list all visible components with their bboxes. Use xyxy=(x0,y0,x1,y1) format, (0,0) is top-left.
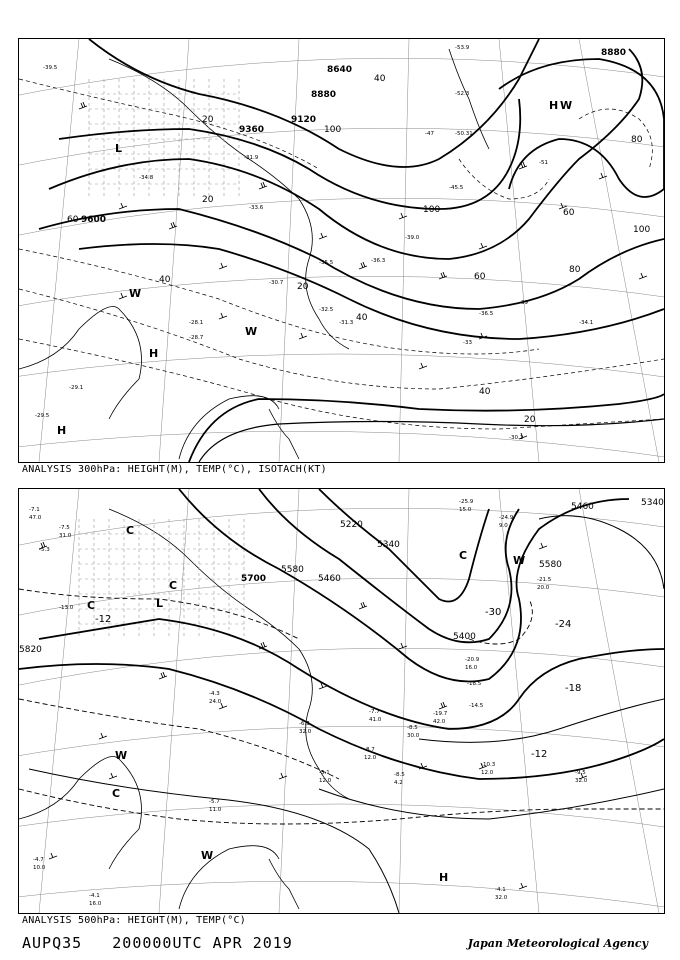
caption-300hpa: ANALYSIS 300hPa: HEIGHT(M), TEMP(°C), ISOTACH(KT) xyxy=(22,464,327,475)
isotach-label: 100 xyxy=(423,205,441,215)
station-value: 12.0 xyxy=(481,770,494,776)
isotherm-label: -30 xyxy=(485,607,502,618)
station-temp: -28.7 xyxy=(189,335,204,341)
warm-center-marker: W xyxy=(560,99,573,112)
height-label: 5340 xyxy=(641,498,664,508)
station-value: 41.0 xyxy=(369,717,382,723)
station-temp: -45.5 xyxy=(449,185,464,191)
station-value: -5.7 xyxy=(209,799,220,805)
station-value: 30.0 xyxy=(407,733,420,739)
chart-id-line xyxy=(22,934,293,952)
station-value: 47.0 xyxy=(29,515,42,521)
station-temp: -34.8 xyxy=(139,175,154,181)
station-temp: -30.1 xyxy=(509,435,524,441)
height-label: 5580 xyxy=(539,560,562,570)
station-value: -24.9 xyxy=(499,515,514,521)
station-value: 32.0 xyxy=(299,729,312,735)
station-temp: -31.9 xyxy=(244,155,259,161)
station-temp: -34.1 xyxy=(579,320,594,326)
station-temp: -35.5 xyxy=(319,260,334,266)
station-temp: -51 xyxy=(539,160,548,166)
station-temp: -29.1 xyxy=(69,385,84,391)
height-label: 5580 xyxy=(281,565,304,575)
station-temp: -32.5 xyxy=(319,307,334,313)
agency-name: Japan Meteorological Agency xyxy=(467,937,648,950)
isotach-label: 100 xyxy=(324,125,342,135)
station-value: -9.5 xyxy=(575,770,586,776)
station-temp: -30.7 xyxy=(269,280,284,286)
station-value: -19.7 xyxy=(433,711,448,717)
height-label: 5460 xyxy=(318,574,341,584)
warm-center-marker: W xyxy=(201,849,214,862)
high-center-marker: H xyxy=(439,871,449,884)
station-value: -8.5 xyxy=(407,725,418,731)
station-temp: -39 xyxy=(519,300,528,306)
chart-datetime: 200000UTC APR 2019 xyxy=(112,934,293,952)
station-value: -7.5 xyxy=(59,525,70,531)
station-temp: -50.31 xyxy=(455,131,473,137)
isotach-label: 60 xyxy=(474,272,486,282)
isotach-label: 40 xyxy=(374,74,386,84)
station-value: 32.0 xyxy=(575,778,588,784)
station-temp: -36.5 xyxy=(479,311,494,317)
station-values xyxy=(29,499,588,907)
height-label: 8880 xyxy=(311,90,337,100)
height-label: 5400 xyxy=(453,632,476,642)
height-labels xyxy=(19,498,664,655)
station-value: 16.0 xyxy=(89,901,102,907)
pressure-centers xyxy=(87,524,525,884)
station-value: 15.0 xyxy=(459,507,472,513)
station-value: 24.0 xyxy=(209,699,222,705)
cold-center-marker: C xyxy=(87,599,96,612)
height-label: 5700 xyxy=(241,574,267,584)
high-center-marker: H xyxy=(149,347,159,360)
station-temp: -36.3 xyxy=(371,258,386,264)
chart-code: AUPQ35 xyxy=(22,934,83,952)
isotach-label: 60 xyxy=(563,208,575,218)
pressure-centers xyxy=(57,99,572,437)
station-temp: -39.5 xyxy=(43,65,58,71)
station-value: -4.1 xyxy=(89,893,100,899)
station-value: -14.5 xyxy=(469,703,484,709)
station-value: -8.5 xyxy=(394,772,405,778)
station-temp: -29.5 xyxy=(35,413,50,419)
station-value: 12.0 xyxy=(319,778,332,784)
warm-center-marker: W xyxy=(513,554,526,567)
chart-500hpa-map xyxy=(19,489,664,913)
isotherm-label: -12 xyxy=(531,749,548,760)
height-label: 5820 xyxy=(19,645,42,655)
chart-300hpa xyxy=(18,38,665,463)
station-value: 11.0 xyxy=(209,807,222,813)
station-value: -13.0 xyxy=(59,605,74,611)
low-center-marker: L xyxy=(115,142,123,155)
station-value: -10.3 xyxy=(481,762,496,768)
station-value: 20.0 xyxy=(537,585,550,591)
station-value: -8.7 xyxy=(364,747,375,753)
station-value: -5.3 xyxy=(39,547,50,553)
chart-500hpa xyxy=(18,488,665,914)
high-center-marker: H xyxy=(549,99,559,112)
station-value: 9.0 xyxy=(499,523,508,529)
station-value: -5.1 xyxy=(319,770,330,776)
station-temp: -31.3 xyxy=(339,320,354,326)
height-label: 8640 xyxy=(327,65,353,75)
station-value: -4.3 xyxy=(209,691,220,697)
height-contour-ridge xyxy=(499,59,664,197)
height-label: 5220 xyxy=(340,520,363,530)
warm-center-marker: W xyxy=(245,325,258,338)
station-value: -4.7 xyxy=(33,857,44,863)
cold-center-marker: C xyxy=(169,579,178,592)
isotach-south xyxy=(199,419,664,462)
isotach-label: 20 xyxy=(202,195,214,205)
height-label: 9600 xyxy=(81,215,107,225)
station-temp: -28.1 xyxy=(189,320,204,326)
station-value: 10.0 xyxy=(33,865,46,871)
height-label: 8880 xyxy=(601,48,627,58)
graticule xyxy=(19,489,664,913)
low-center-marker: L xyxy=(156,597,164,610)
isotherm-label: -24 xyxy=(555,619,572,630)
station-value: 4.2 xyxy=(394,780,403,786)
chart-300hpa-map xyxy=(19,39,664,462)
isotach-label: 80 xyxy=(631,135,643,145)
station-value: -7.7 xyxy=(369,709,380,715)
cold-center-marker: C xyxy=(112,787,121,800)
isotach-label: 100 xyxy=(633,225,651,235)
isotach-label: 20 xyxy=(202,115,214,125)
isotach-label: 20 xyxy=(297,282,309,292)
isotach-label: 40 xyxy=(356,313,368,323)
station-temp: -39.0 xyxy=(405,235,420,241)
cold-center-marker: C xyxy=(459,549,468,562)
station-value: 42.0 xyxy=(433,719,446,725)
isotherm-label: -12 xyxy=(95,614,112,625)
station-value: 32.0 xyxy=(495,895,508,901)
high-center-marker: H xyxy=(57,424,67,437)
station-value: -20.9 xyxy=(465,657,480,663)
isotach-label: 20 xyxy=(524,415,536,425)
station-value: 31.0 xyxy=(59,533,72,539)
warm-center-marker: W xyxy=(115,749,128,762)
station-value: -7.1 xyxy=(29,507,40,513)
station-temp: -33.6 xyxy=(249,205,264,211)
height-label: 5340 xyxy=(377,540,400,550)
isotach-label: 40 xyxy=(159,275,171,285)
station-value: -21.5 xyxy=(537,577,552,583)
station-temp: -52.3 xyxy=(455,91,470,97)
station-value: -25.9 xyxy=(459,499,474,505)
station-temp: -53.9 xyxy=(455,45,470,51)
height-label: 9360 xyxy=(239,125,265,135)
isotherm-labels xyxy=(95,607,581,760)
isotach-label: 80 xyxy=(569,265,581,275)
height-contour-south xyxy=(189,394,664,462)
station-temp: -33 xyxy=(463,340,472,346)
isotach-label: 40 xyxy=(479,387,491,397)
station-value: -18.5 xyxy=(467,681,482,687)
isotach-labels xyxy=(67,74,650,425)
isotach-label: 60 xyxy=(67,215,79,225)
station-value: 12.0 xyxy=(364,755,377,761)
height-label: 5460 xyxy=(571,502,594,512)
cold-center-marker: C xyxy=(126,524,135,537)
station-value: 16.0 xyxy=(465,665,478,671)
station-value: -4.1 xyxy=(495,887,506,893)
height-label: 9120 xyxy=(291,115,317,125)
isotherm-label: -18 xyxy=(565,683,582,694)
station-temp: -47 xyxy=(425,131,434,137)
station-value: -6.3 xyxy=(299,721,310,727)
coastline xyxy=(19,49,489,459)
warm-center-marker: W xyxy=(129,287,142,300)
caption-500hpa: ANALYSIS 500hPa: HEIGHT(M), TEMP(°C) xyxy=(22,915,246,926)
